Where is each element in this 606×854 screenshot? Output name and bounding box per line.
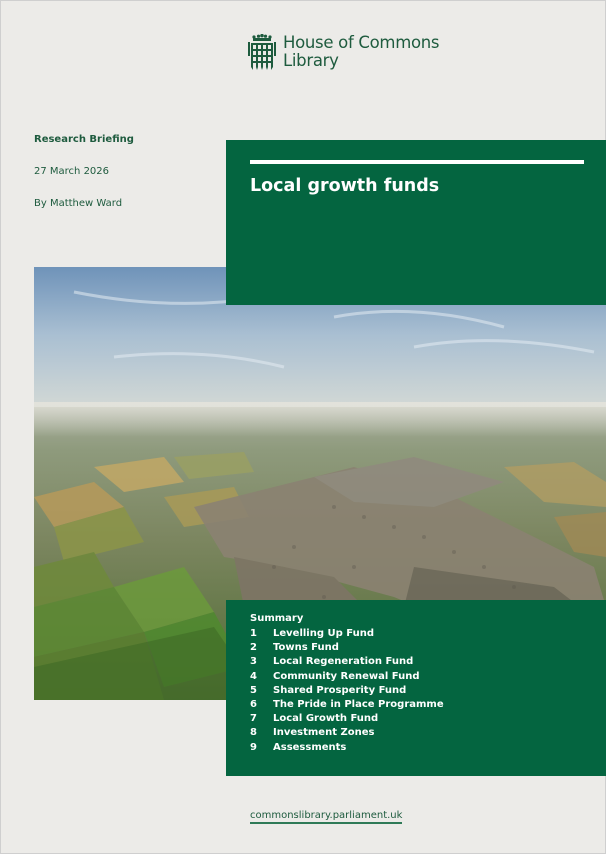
summary-item-label: Assessments <box>273 741 347 753</box>
summary-item-number: 6 <box>250 698 257 710</box>
summary-item-label: Shared Prosperity Fund <box>273 684 407 696</box>
summary-heading: Summary <box>250 613 304 624</box>
logo-line-2: Library <box>283 51 339 70</box>
summary-item-label: Local Growth Fund <box>273 713 379 725</box>
title-panel <box>226 140 606 305</box>
summary-panel <box>226 600 606 776</box>
title-rule <box>250 160 584 164</box>
summary-item[interactable] <box>250 741 444 755</box>
summary-item-label: Local Regeneration Fund <box>273 656 414 668</box>
summary-item-label: Towns Fund <box>273 642 339 654</box>
summary-item-number: 8 <box>250 727 257 739</box>
website-link[interactable]: commonslibrary.parliament.uk <box>250 810 402 824</box>
author: By Matthew Ward <box>34 198 123 209</box>
summary-item-number: 4 <box>250 670 257 682</box>
summary-item-label: Levelling Up Fund <box>273 628 374 639</box>
summary-item[interactable] <box>250 712 444 726</box>
summary-item-label: Investment Zones <box>273 727 375 739</box>
document-type: Research Briefing <box>34 134 134 145</box>
summary-item[interactable] <box>250 670 444 684</box>
summary-item[interactable] <box>250 641 444 655</box>
summary-item-number: 1 <box>250 628 257 639</box>
summary-list <box>250 627 444 755</box>
summary-item-number: 2 <box>250 642 257 654</box>
logo-line-1: House of Commons <box>283 33 440 52</box>
summary-item-label: The Pride in Place Programme <box>273 698 444 710</box>
summary-item[interactable] <box>250 627 444 641</box>
publication-date: 27 March 2026 <box>34 166 110 177</box>
house-of-commons-library-logo[interactable] <box>248 34 439 70</box>
summary-item-number: 9 <box>250 741 257 753</box>
summary-item[interactable] <box>250 655 444 669</box>
page-title: Local growth funds <box>250 176 440 196</box>
summary-item[interactable] <box>250 698 444 712</box>
summary-item[interactable] <box>250 684 444 698</box>
summary-item[interactable] <box>250 726 444 740</box>
summary-item-number: 7 <box>250 713 257 725</box>
summary-item-number: 5 <box>250 684 257 696</box>
summary-item-label: Community Renewal Fund <box>273 670 420 682</box>
portcullis-icon <box>248 34 276 70</box>
summary-item-number: 3 <box>250 656 257 668</box>
